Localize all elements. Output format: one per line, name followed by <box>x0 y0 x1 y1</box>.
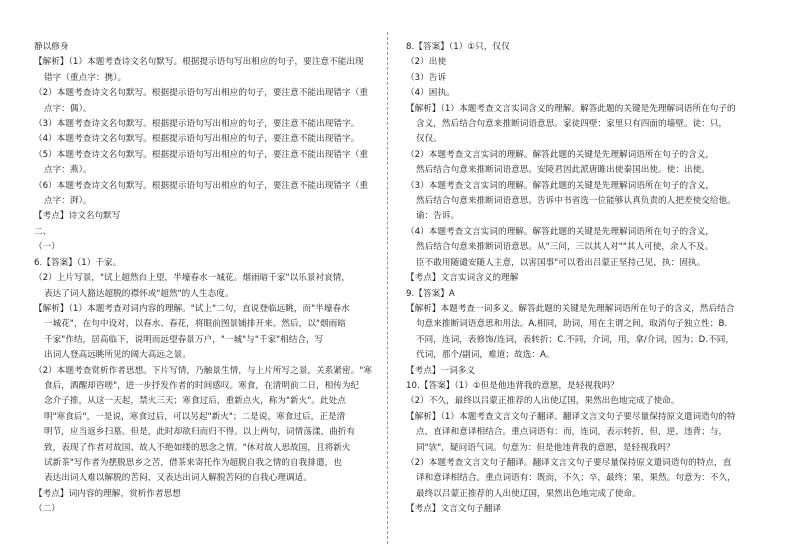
text-line: 代词，那个/副词，难道；故选：A。 <box>416 350 555 361</box>
right-column <box>406 40 758 518</box>
text-line: 表达出词人难以解脱的苦闷，又表达出词人解脱苦闷的自我心理调适。 <box>44 473 312 484</box>
left-column <box>34 40 372 518</box>
text-line: 千家"作结，居高临下，说明而远望春景万户，"一城"与"千家"相结合，写 <box>44 334 324 345</box>
text-line: 谕：告诉。 <box>416 211 460 222</box>
text-line: （2）出使 <box>406 57 447 68</box>
text-line: （2）本题考查文言文句子翻译。翻译文言文句子要尽量保持原文遣词造句的特点，直 <box>406 457 732 468</box>
text-line: 8.【答案】（1）①只，仅仅 <box>406 42 510 52</box>
text-line: 错字（重点字：携）。 <box>44 72 127 83</box>
text-line: 【解析】本题考查一词多义。解答此题的关键是先理解词语所在句子的含义，然后结合 <box>406 303 735 314</box>
text-line: 含义，然后结合句意来推断词语意思。家徒四壁：家里只有四面的墙壁。徒：只， <box>416 119 728 130</box>
text-line: （3）本题考查诗文名句默写。根据提示语句写出相应的句子，要注意不能出现错字。 <box>34 119 360 130</box>
text-line: 臣不敢用随谴安随人主意，以害国事"可以看出吕蒙正坚持己见，执：固执。 <box>416 257 706 268</box>
text-line: （5）本题考查诗文名句默写。根据提示语句写出相应的句子，要注意不能出现错字（重 <box>34 149 368 160</box>
text-line: （2）本题考查诗文名句默写。根据提示语句写出相应的句子，要注意不能出现错字（重 <box>34 88 368 99</box>
text-line: 仅仅。 <box>416 134 442 145</box>
text-line: 静以修身 <box>34 42 69 52</box>
text-line: 【解析】（1）本题考查文言实词含义的理解。解答此题的关键是先理解词语所在句子的 <box>406 103 736 114</box>
text-line: （2）本题考查赏析作者思想。下片写情，乃触景生情，与上片所写之景，关系紧密。"寒 <box>34 365 372 376</box>
text-line: 点字：偶）。 <box>44 103 92 114</box>
text-line: 二、 <box>34 226 52 237</box>
text-line: 食后，酒醒却咨嗟"，进一步抒发作者的时间感叹。寒食，在清明前二日，相传为纪 <box>44 380 360 391</box>
text-line: 同"欤"，疑问语气词。句意为：但是他违背我的意愿，是轻视我吗？ <box>416 442 675 453</box>
text-line: 【解析】（1）本题考查文言文句子翻译。翻译文言文句子要尽量保持原文遣词造句的特 <box>406 411 736 422</box>
text-line: 【解析】（1）本题考查对词内容的理解。"试上"二句，直说登临远眺，而"半壕春水 <box>34 303 350 314</box>
text-line: 试新茶"写作者为摆脱思乡之苦，借茶来寄托作为超脱自我之情的自我排遣，也 <box>44 457 342 468</box>
text-line: （3）告诉 <box>406 72 447 83</box>
text-line: 然后结合句意来推断词语意思。安陵君因此派唐雎出使秦国出使。使：出使。 <box>416 165 710 176</box>
text-line: 明节，应当返乡扫墓。但是，此时却欲归而归不得。以上两句，词情荡漾，曲折有 <box>44 427 356 438</box>
text-line: （2）不久，最终以吕蒙正推荐的人出使辽国，果然出色地完成了使命。 <box>406 396 680 407</box>
text-line: 明"寒食后"，一是说，寒食过后，可以另起"新火"；二是说，寒食过后，正是清 <box>44 411 346 422</box>
text-line: 然后结合句意来推断词语意思。从"三问，三以其人对""其人可使，余人不及。 <box>416 242 714 253</box>
text-line: 最终以吕蒙正推荐的人出使辽国，果然出色地完成了使命。 <box>416 488 641 499</box>
text-line: 译和意译相结合。重点词语有：既而，不久；卒，最终；果，果然。句意为：不久， <box>416 473 736 484</box>
text-line: 一城花"，在句中设对，以春水、春花，将眼前图景铺排开来。然后，以"烟雨暗 <box>44 319 346 330</box>
text-line: 点字：湃）。 <box>44 196 92 207</box>
text-line: （2）上片写景，"试上超然台上望，半壕春水一城花。烟雨暗千家"以乐景衬哀情， <box>34 273 351 284</box>
text-line: （6）本题考查诗文名句默写。根据提示语句写出相应的句子，要注意不能出现错字（重 <box>34 180 368 191</box>
text-line: 念介子推，从这一天起，禁火三天；寒食过后，重新点火，称为"新火"。此处点 <box>44 396 346 407</box>
text-line: 【考点】文言文句子翻译 <box>406 504 502 515</box>
text-line: 不同，连词，表修饰/连词，表转折；C.不同，介词，用，拿/介词，因为；D.不同， <box>416 334 735 345</box>
text-line: 【解析】（1）本题考查诗文名句默写。根据提示语句写出相应的句子，要注意不能出现 <box>34 57 364 68</box>
text-line: （2）本题考查文言实词的理解。解答此题的关键是先理解词语所在句子的含义， <box>406 149 715 160</box>
text-line: （4）本题考查诗文名句默写。根据提示语句写出相应的句子，要注意不能出现错字。 <box>34 134 360 145</box>
text-line: （一） <box>34 242 60 253</box>
text-line: 6.【答案】（1）千家。 <box>34 257 122 268</box>
text-line: 9.【答案】A <box>406 288 455 299</box>
text-line: （4）本题考查文言实词的理解。解答此题的关键是先理解词语所在句子的含义， <box>406 226 715 237</box>
text-line: 【考点】一词多义 <box>406 365 476 376</box>
text-line: 表达了词人豁达超脱的襟怀或"超然"的人生态度。 <box>44 288 234 299</box>
text-line: 出词人登高远眺所见的阔大高远之景。 <box>44 350 191 361</box>
text-line: 【考点】文言实词含义的理解 <box>406 273 519 284</box>
text-line: 【考点】诗文名句默写 <box>34 211 121 222</box>
text-line: 点，直译和意译相结合。重点词语有：而，连词，表示转折，但，逆，违背；与， <box>416 427 728 438</box>
text-line: 然后结合句意来推断词语意思。告诉中书省选一位能够认真负责的人把差使交给他。 <box>416 196 736 207</box>
column-divider <box>387 32 388 544</box>
text-line: 致，表现了作者对故国、故人不绝如缕的思念之情。"休对故人思故国，且将新火 <box>44 442 351 453</box>
text-line: 10.【答案】（1）①但是他违背我的意愿，是轻视我吗？ <box>406 380 619 391</box>
text-line: （3）本题考查文言实词的理解。解答此题的关键是先理解词语所在句子的含义， <box>406 180 715 191</box>
text-line: 【考点】词内容的理解，赏析作者思想 <box>34 488 181 499</box>
text-line: （4）困执。 <box>406 88 455 99</box>
text-line: 句意来推断词语意思和用法。A.相同，助词，用在主谓之间，取消句子独立性；B. <box>416 319 728 330</box>
text-line: 点字：燕）。 <box>44 165 92 176</box>
text-line: （二） <box>34 504 60 515</box>
